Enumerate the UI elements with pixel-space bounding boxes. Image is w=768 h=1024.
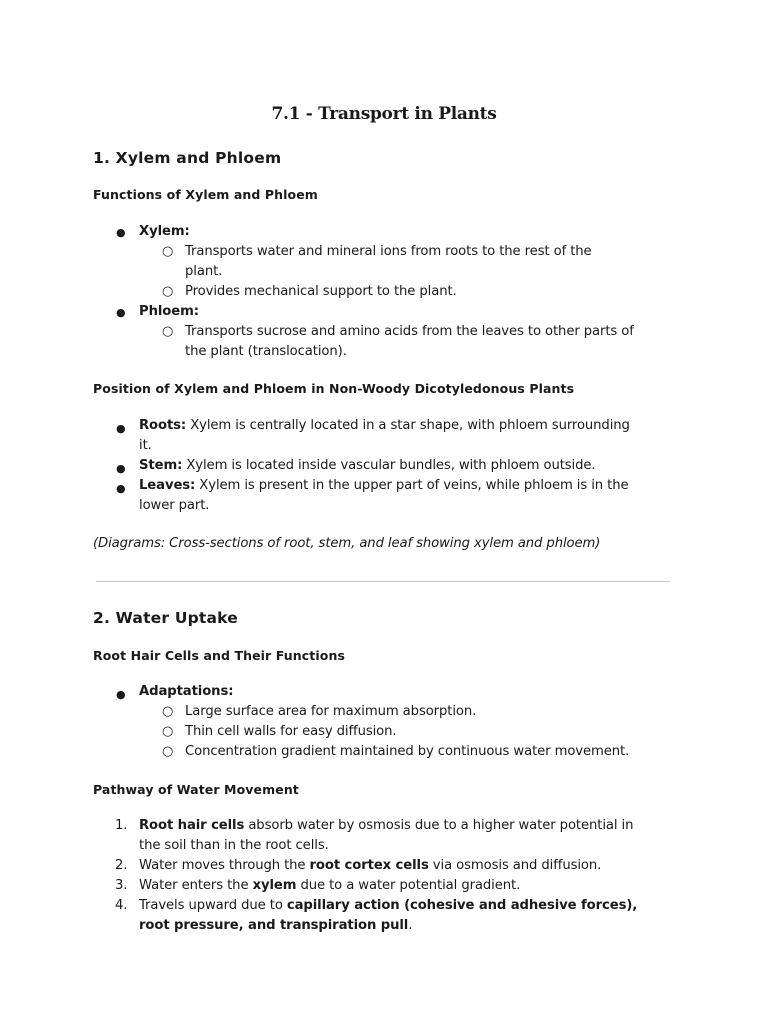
section-heading-water-uptake: 2. Water Uptake [93,609,238,627]
phloem-label: Phloem: [139,304,199,319]
subheading-position: Position of Xylem and Phloem in Non-Woody Dicotyledonous Plants [93,381,575,396]
bullet-icon: ● [116,422,126,435]
leaves-item-cont: lower part. [139,498,210,513]
xylem-item-1: Transports water and mineral ions from roots to the rest of the [185,244,592,259]
pathway-step-1: Root hair cells absorb water by osmosis due to a higher water potential in [139,818,634,833]
adaptation-item: Thin cell walls for easy diffusion. [185,724,397,739]
xylem-label: Xylem: [139,224,190,239]
xylem-item-1-cont: plant. [185,264,223,279]
sub-bullet-icon: ○ [162,324,174,339]
phloem-item-1: Transports sucrose and amino acids from the leaves to other parts of [185,324,634,339]
subheading-functions: Functions of Xylem and Phloem [93,187,318,202]
roots-item: Roots: Xylem is centrally located in a star shape, with phloem surrounding [139,418,630,433]
pathway-step-4: Travels upward due to capillary action (cohesive and adhesive forces), [139,898,638,913]
phloem-item-1-cont: the plant (translocation). [185,344,347,359]
roots-item-cont: it. [139,438,152,453]
sub-bullet-icon: ○ [162,704,174,719]
adaptations-label: Adaptations: [139,684,234,699]
xylem-item-2: Provides mechanical support to the plant. [185,284,457,299]
stem-item: Stem: Xylem is located inside vascular bundles, with phloem outside. [139,458,596,473]
pathway-step-4-cont: root pressure, and transpiration pull. [139,918,413,933]
bullet-icon: ● [116,306,126,319]
step-number: 4. [115,898,128,913]
adaptation-item: Large surface area for maximum absorption. [185,704,477,719]
subheading-pathway: Pathway of Water Movement [93,782,299,797]
bullet-icon: ● [116,482,126,495]
leaves-item: Leaves: Xylem is present in the upper part of veins, while phloem is in the [139,478,629,493]
page-title: 7.1 - Transport in Plants [271,104,497,124]
pathway-step-2: Water moves through the root cortex cells via osmosis and diffusion. [139,858,602,873]
pathway-step-1-cont: the soil than in the root cells. [139,838,329,853]
sub-bullet-icon: ○ [162,244,174,259]
section-divider [96,581,670,582]
pathway-step-3: Water enters the xylem due to a water potential gradient. [139,878,521,893]
bullet-icon: ● [116,462,126,475]
sub-bullet-icon: ○ [162,284,174,299]
bullet-icon: ● [116,688,126,701]
subheading-root-hair: Root Hair Cells and Their Functions [93,648,345,663]
diagram-note: (Diagrams: Cross-sections of root, stem, and leaf showing xylem and phloem) [93,536,601,551]
step-number: 3. [115,878,128,893]
section-heading-xylem-phloem: 1. Xylem and Phloem [93,149,282,167]
adaptation-item: Concentration gradient maintained by continuous water movement. [185,744,630,759]
step-number: 1. [115,818,128,833]
sub-bullet-icon: ○ [162,724,174,739]
sub-bullet-icon: ○ [162,744,174,759]
step-number: 2. [115,858,128,873]
bullet-icon: ● [116,226,126,239]
